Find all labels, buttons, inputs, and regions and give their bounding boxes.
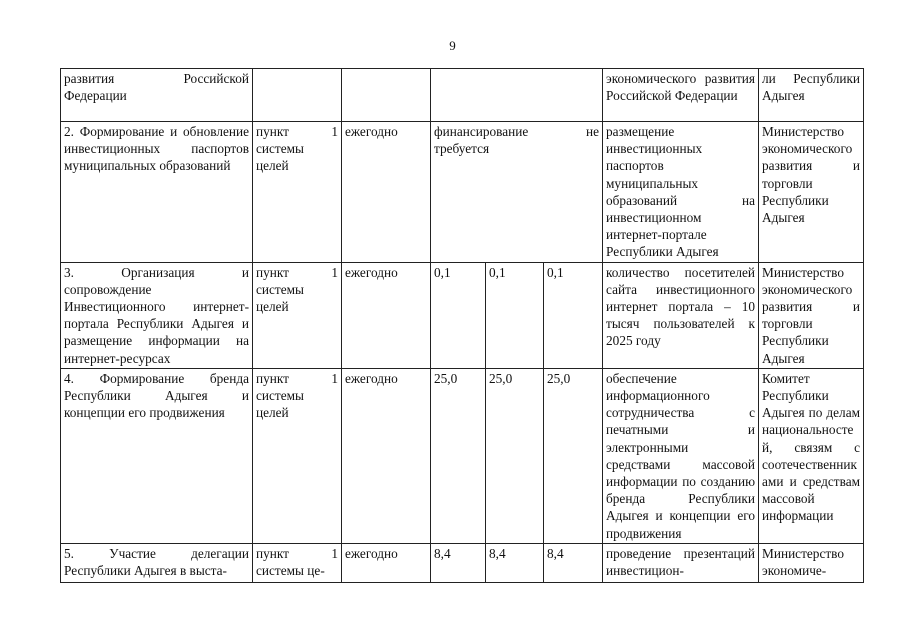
value-cell: 25,0	[486, 368, 544, 543]
basis-cell	[253, 69, 342, 122]
responsible-cell: Комитет Республики Адыгея по делам национальностей, связям с соотечественниками и средствам массовой информации	[759, 368, 864, 543]
table-row	[61, 69, 864, 122]
indicator-cell: обеспечение информационного сотрудничества с печатными и электронными средствами массовой информации по созданию бренда Республики Адыгея и концепции его продвижения	[603, 368, 759, 543]
basis-cell: пункт 1 системы це-	[253, 543, 342, 582]
responsible-cell: Министерство экономиче-	[759, 543, 864, 582]
value-cell: 25,0	[431, 368, 486, 543]
period-cell: ежегодно	[342, 262, 431, 368]
table-row	[61, 262, 864, 368]
measures-table	[60, 68, 864, 583]
value-cell: 0,1	[486, 262, 544, 368]
table-row	[61, 368, 864, 543]
period-cell: ежегодно	[342, 543, 431, 582]
indicator-cell: размещение инвестиционных паспортов муниципальных образований на инвестиционном интернет-портале Республики Адыгея	[603, 122, 759, 263]
event-cell: 5. Участие делегации Республики Адыгея в выста-	[61, 543, 253, 582]
basis-cell: пункт 1 системы целей	[253, 262, 342, 368]
financing-cell	[431, 69, 603, 122]
indicator-cell: проведение презентаций инвестицион-	[603, 543, 759, 582]
financing-note-cell: финансирование не требуется	[431, 122, 603, 263]
value-cell: 0,1	[544, 262, 603, 368]
indicator-cell: количество посетителей сайта инвестиционного интернет портала – 10 тысяч пользователей к 2025 году	[603, 262, 759, 368]
period-cell: ежегодно	[342, 368, 431, 543]
responsible-cell: ли Республики Адыгея	[759, 69, 864, 122]
basis-cell: пункт 1 системы целей	[253, 122, 342, 263]
event-cell: развития Российской Федерации	[61, 69, 253, 122]
responsible-cell: Министерство экономического развития и торговли Республики Адыгея	[759, 122, 864, 263]
value-cell: 0,1	[431, 262, 486, 368]
event-cell: 3. Организация и сопровождение Инвестиционного интернет-портала Республики Адыгея и размещение информации на интернет-ресурсах	[61, 262, 253, 368]
event-cell: 4. Формирование бренда Республики Адыгея и концепции его продвижения	[61, 368, 253, 543]
indicator-cell: экономического развития Российской Федерации	[603, 69, 759, 122]
value-cell: 8,4	[486, 543, 544, 582]
period-cell	[342, 69, 431, 122]
page-number: 9	[449, 38, 456, 53]
period-cell: ежегодно	[342, 122, 431, 263]
responsible-cell: Министерство экономического развития и торговли Республики Адыгея	[759, 262, 864, 368]
basis-cell: пункт 1 системы целей	[253, 368, 342, 543]
value-cell: 8,4	[431, 543, 486, 582]
event-cell: 2. Формирование и обновление инвестиционных паспортов муниципальных образований	[61, 122, 253, 263]
value-cell: 8,4	[544, 543, 603, 582]
table-row	[61, 122, 864, 263]
table-row	[61, 543, 864, 582]
value-cell: 25,0	[544, 368, 603, 543]
